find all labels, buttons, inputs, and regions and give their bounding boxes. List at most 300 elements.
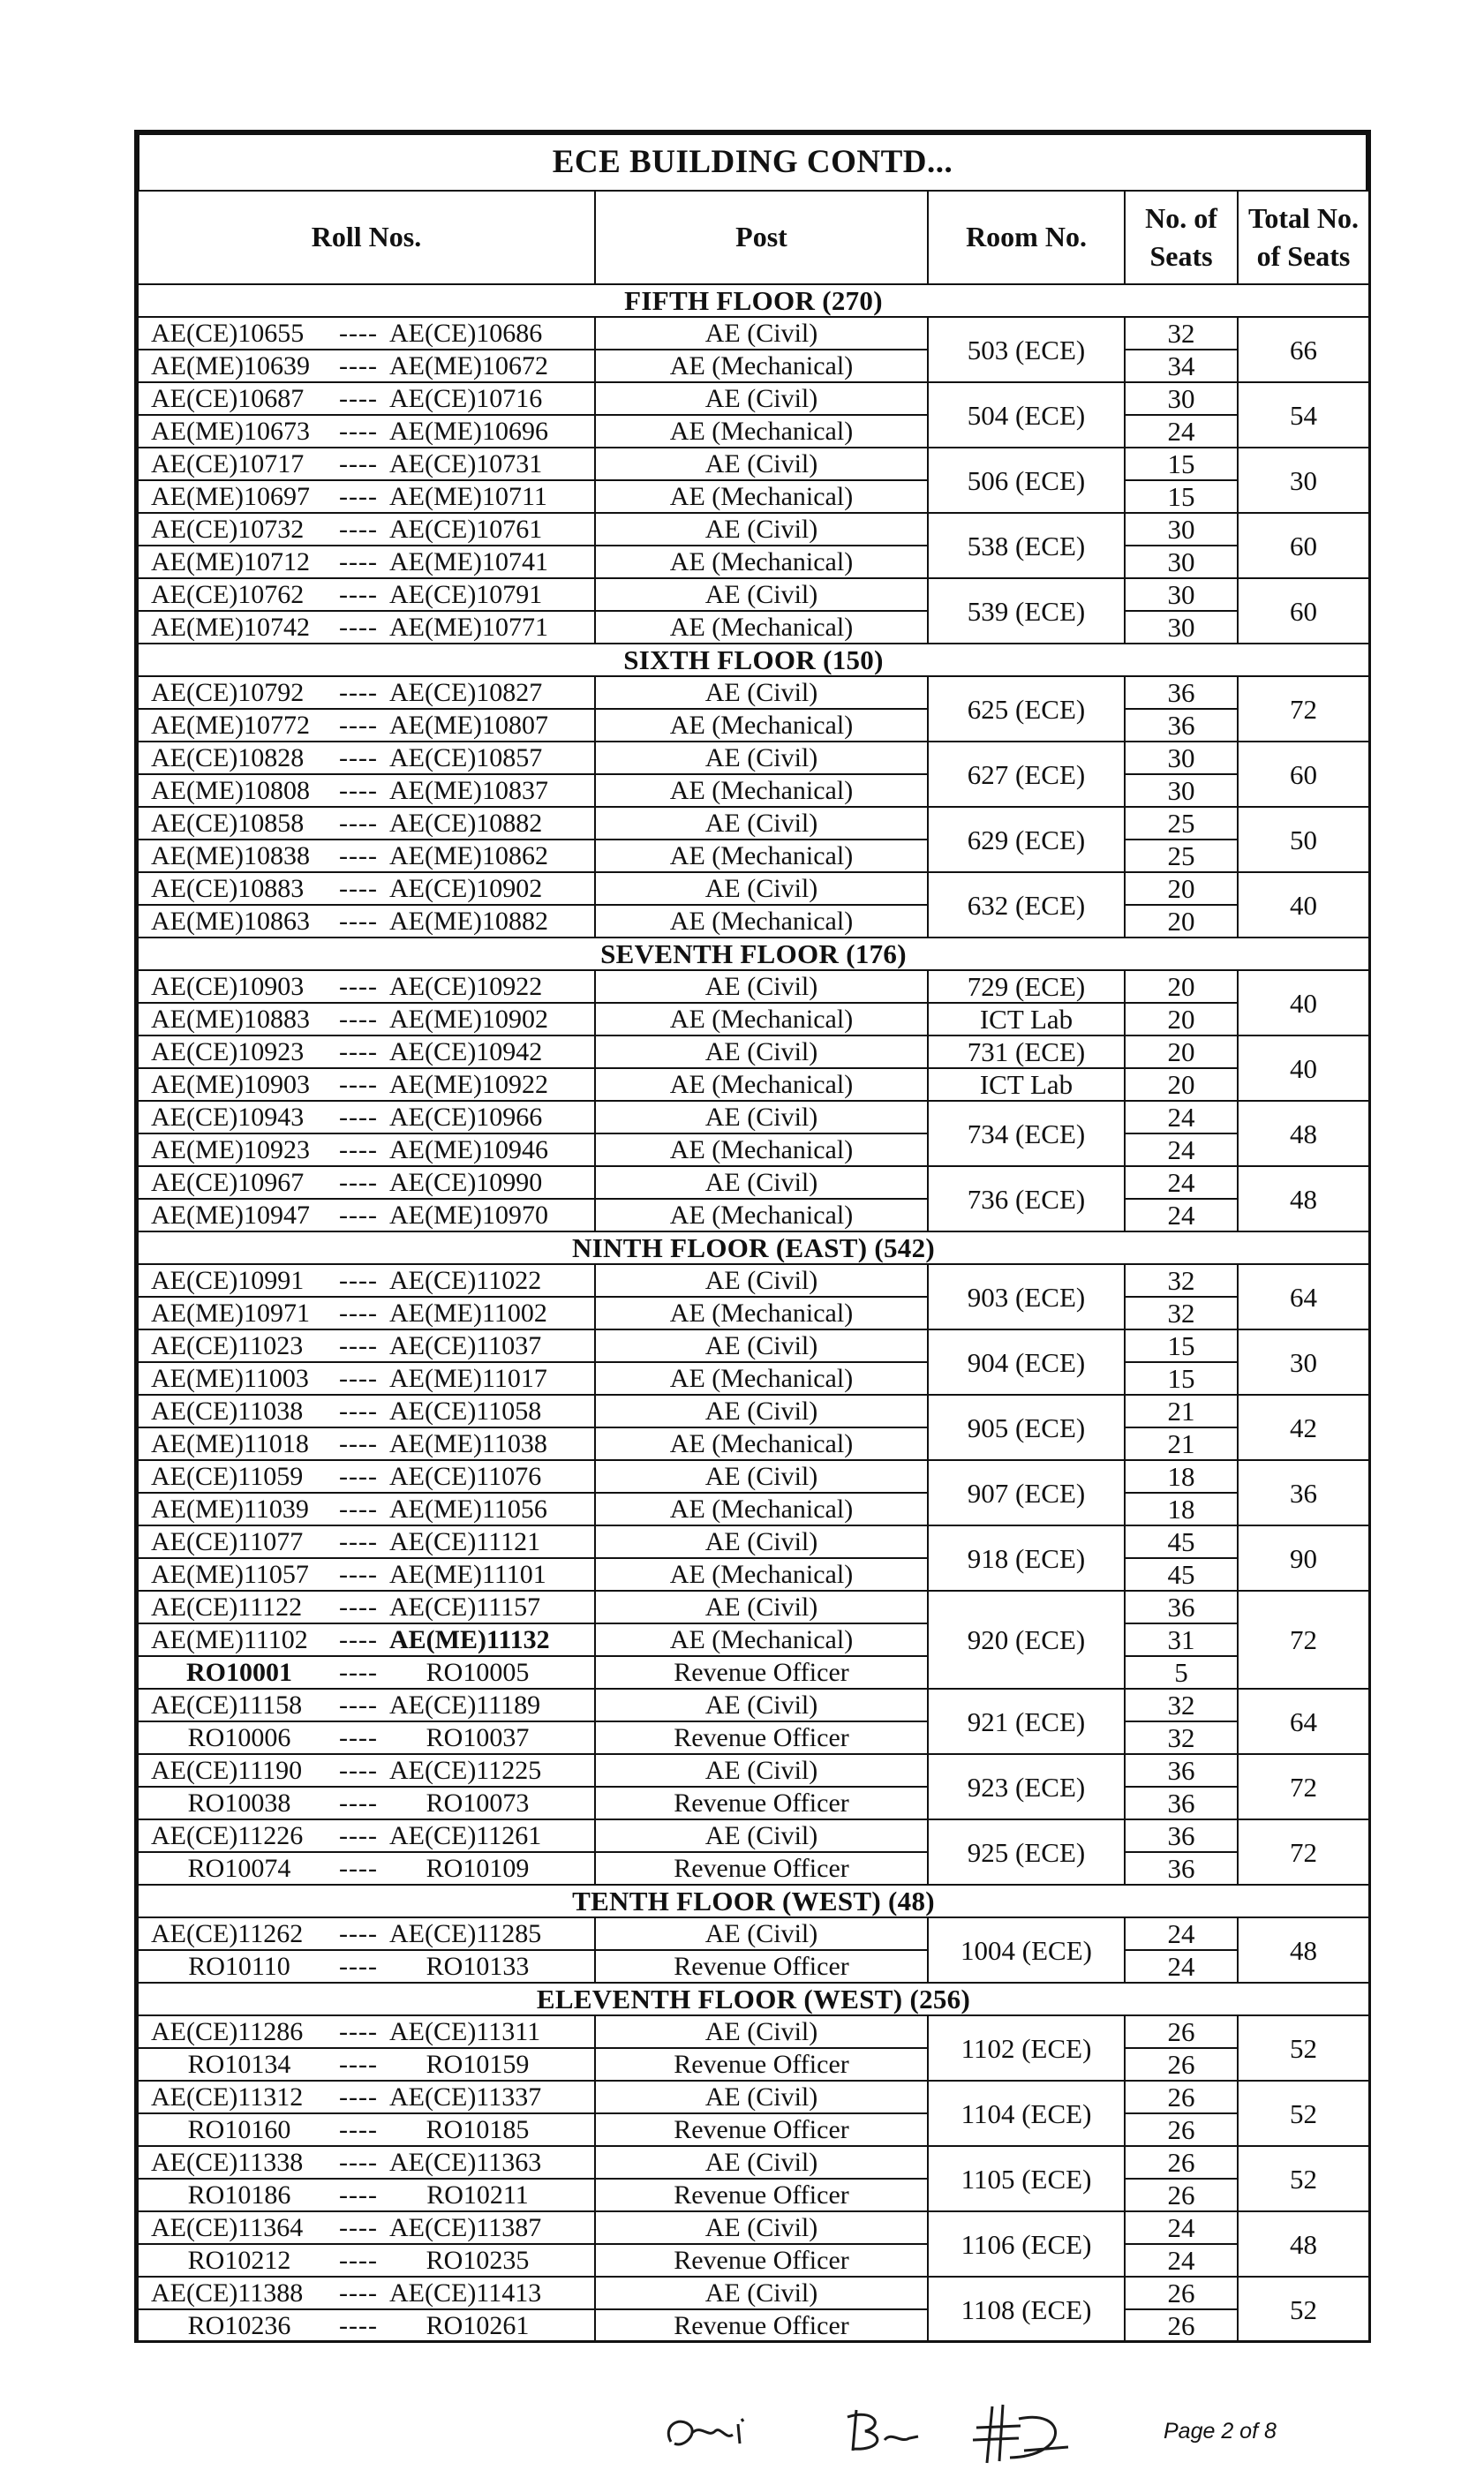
roll-range xyxy=(138,1656,595,1689)
roll-from: AE(ME)10808 xyxy=(151,776,310,805)
table-row xyxy=(138,2113,1369,2146)
roll-to: AE(ME)10946 xyxy=(389,1135,548,1164)
range-dash: ---- xyxy=(339,417,378,446)
room-cell: 1108 (ECE) xyxy=(928,2277,1125,2342)
range-dash: ---- xyxy=(339,2148,378,2177)
roll-to: AE(CE)10902 xyxy=(389,874,543,903)
roll-from: AE(ME)10923 xyxy=(151,1135,310,1164)
roll-range xyxy=(138,1493,595,1525)
roll-from: AE(ME)10712 xyxy=(151,547,310,576)
total-seats-cell: 90 xyxy=(1238,1525,1369,1591)
roll-from: AE(CE)10655 xyxy=(151,319,305,348)
roll-from: AE(CE)11059 xyxy=(151,1462,304,1491)
roll-range xyxy=(138,1591,595,1623)
post-cell: AE (Civil) xyxy=(595,676,928,709)
seats-cell: 15 xyxy=(1125,448,1238,480)
post-cell: AE (Civil) xyxy=(595,1525,928,1558)
table-row xyxy=(138,1395,1369,1427)
floor-heading: FIFTH FLOOR (270) xyxy=(138,284,1369,317)
roll-range xyxy=(138,1199,595,1231)
roll-to: AE(CE)11387 xyxy=(389,2213,542,2242)
roll-to: AE(ME)11101 xyxy=(389,1560,546,1589)
roll-from: AE(CE)10903 xyxy=(151,972,305,1001)
roll-range xyxy=(138,1068,595,1101)
seats-cell: 26 xyxy=(1125,2309,1238,2342)
roll-range xyxy=(138,1264,595,1297)
range-dash: ---- xyxy=(339,2311,378,2340)
roll-range xyxy=(138,905,595,938)
roll-from: AE(CE)10717 xyxy=(151,449,305,478)
total-seats-cell: 52 xyxy=(1238,2146,1369,2211)
header-roll-nos: Roll Nos. xyxy=(138,191,595,284)
post-cell: AE (Mechanical) xyxy=(595,480,928,513)
table-row xyxy=(138,415,1369,448)
seats-cell: 20 xyxy=(1125,970,1238,1003)
roll-to: AE(CE)10857 xyxy=(389,743,543,772)
range-dash: ---- xyxy=(339,1756,378,1785)
roll-to: AE(ME)10882 xyxy=(389,907,548,936)
room-cell: 905 (ECE) xyxy=(928,1395,1125,1460)
total-seats-cell: 48 xyxy=(1238,1166,1369,1231)
post-cell: AE (Mechanical) xyxy=(595,1558,928,1591)
roll-from: AE(CE)11262 xyxy=(151,1919,304,1948)
range-dash: ---- xyxy=(339,1103,378,1132)
roll-range xyxy=(138,1721,595,1754)
roll-to: AE(ME)11017 xyxy=(389,1364,547,1393)
roll-to: RO10185 xyxy=(426,2115,530,2144)
table-row xyxy=(138,1917,1369,1950)
range-dash: ---- xyxy=(339,1952,378,1981)
roll-range xyxy=(138,2113,595,2146)
seats-cell: 36 xyxy=(1125,1754,1238,1787)
roll-range xyxy=(138,1166,595,1199)
table-row xyxy=(138,1133,1369,1166)
roll-range xyxy=(138,1297,595,1329)
table-row xyxy=(138,382,1369,415)
total-seats-cell: 60 xyxy=(1238,513,1369,578)
roll-from: AE(CE)11122 xyxy=(151,1593,303,1622)
roll-to: AE(ME)10837 xyxy=(389,776,548,805)
room-cell: 1106 (ECE) xyxy=(928,2211,1125,2277)
table-row xyxy=(138,1787,1369,1819)
seats-cell: 32 xyxy=(1125,317,1238,350)
roll-from: AE(CE)10923 xyxy=(151,1037,305,1066)
post-cell: AE (Civil) xyxy=(595,742,928,774)
table-row xyxy=(138,1166,1369,1199)
roll-range xyxy=(138,546,595,578)
roll-from: RO10038 xyxy=(187,1788,291,1818)
room-cell: 903 (ECE) xyxy=(928,1264,1125,1329)
roll-range xyxy=(138,840,595,872)
range-dash: ---- xyxy=(339,319,378,348)
page-number: Page 2 of 8 xyxy=(1164,2419,1277,2444)
seating-plan-sheet xyxy=(137,132,1368,2343)
seats-cell: 21 xyxy=(1125,1395,1238,1427)
roll-from: RO10110 xyxy=(188,1952,290,1981)
roll-from: AE(CE)11038 xyxy=(151,1397,304,1426)
table-row xyxy=(138,2179,1369,2211)
roll-to: AE(ME)10741 xyxy=(389,547,548,576)
range-dash: ---- xyxy=(339,1266,378,1295)
roll-to: AE(ME)10922 xyxy=(389,1070,548,1099)
range-dash: ---- xyxy=(339,1625,378,1654)
post-cell: AE (Civil) xyxy=(595,872,928,905)
total-seats-cell: 30 xyxy=(1238,448,1369,513)
range-dash: ---- xyxy=(339,1723,378,1752)
signature-3 xyxy=(973,2405,1068,2463)
seats-cell: 15 xyxy=(1125,1329,1238,1362)
range-dash: ---- xyxy=(339,809,378,838)
seats-cell: 30 xyxy=(1125,742,1238,774)
roll-range xyxy=(138,1623,595,1656)
post-cell: AE (Civil) xyxy=(595,1460,928,1493)
floor-heading: NINTH FLOOR (EAST) (542) xyxy=(138,1231,1369,1264)
roll-from: AE(ME)11102 xyxy=(151,1625,308,1654)
seats-cell: 31 xyxy=(1125,1623,1238,1656)
roll-to: RO10109 xyxy=(426,1854,530,1883)
table-row xyxy=(138,1721,1369,1754)
roll-range xyxy=(138,1525,595,1558)
range-dash: ---- xyxy=(339,1527,378,1556)
range-dash: ---- xyxy=(339,1331,378,1360)
table-header xyxy=(138,191,1369,284)
seats-cell: 32 xyxy=(1125,1297,1238,1329)
seats-cell: 20 xyxy=(1125,1035,1238,1068)
table-row xyxy=(138,1754,1369,1787)
post-cell: AE (Mechanical) xyxy=(595,1199,928,1231)
range-dash: ---- xyxy=(339,351,378,380)
table-row xyxy=(138,1362,1369,1395)
seats-cell: 36 xyxy=(1125,1852,1238,1885)
floor-heading: TENTH FLOOR (WEST) (48) xyxy=(138,1885,1369,1917)
post-cell: AE (Civil) xyxy=(595,2081,928,2113)
range-dash: ---- xyxy=(339,1037,378,1066)
roll-to: RO10211 xyxy=(426,2180,529,2210)
post-cell: AE (Mechanical) xyxy=(595,840,928,872)
range-dash: ---- xyxy=(339,1168,378,1197)
roll-range xyxy=(138,1950,595,1983)
roll-range xyxy=(138,1689,595,1721)
roll-range xyxy=(138,2081,595,2113)
range-dash: ---- xyxy=(339,613,378,642)
roll-from: AE(CE)10687 xyxy=(151,384,305,413)
roll-to: RO10005 xyxy=(426,1658,530,1687)
total-seats-cell: 64 xyxy=(1238,1689,1369,1754)
roll-to: AE(CE)11037 xyxy=(389,1331,542,1360)
roll-range xyxy=(138,480,595,513)
table-row xyxy=(138,350,1369,382)
range-dash: ---- xyxy=(339,678,378,707)
roll-to: RO10037 xyxy=(426,1723,530,1752)
table-row xyxy=(138,448,1369,480)
post-cell: Revenue Officer xyxy=(595,2113,928,2146)
table-row xyxy=(138,970,1369,1003)
post-cell: Revenue Officer xyxy=(595,1950,928,1983)
roll-from: RO10001 xyxy=(186,1658,292,1687)
table-row xyxy=(138,1003,1369,1035)
floor-heading: ELEVENTH FLOOR (WEST) (256) xyxy=(138,1983,1369,2015)
range-dash: ---- xyxy=(339,1593,378,1622)
roll-to: AE(ME)11056 xyxy=(389,1495,547,1524)
roll-range xyxy=(138,1362,595,1395)
roll-from: AE(CE)10943 xyxy=(151,1103,305,1132)
post-cell: AE (Mechanical) xyxy=(595,1493,928,1525)
post-cell: AE (Civil) xyxy=(595,1395,928,1427)
table-body xyxy=(138,284,1369,2342)
seats-cell: 32 xyxy=(1125,1689,1238,1721)
table-row xyxy=(138,2015,1369,2048)
post-cell: Revenue Officer xyxy=(595,2179,928,2211)
roll-range xyxy=(138,350,595,382)
roll-range xyxy=(138,742,595,774)
header-no-of-seats: No. of Seats xyxy=(1125,191,1238,284)
seats-cell: 25 xyxy=(1125,840,1238,872)
roll-range xyxy=(138,1917,595,1950)
roll-to: AE(CE)10990 xyxy=(389,1168,543,1197)
seating-table xyxy=(137,190,1370,2343)
roll-from: AE(ME)10639 xyxy=(151,351,310,380)
table-row xyxy=(138,1819,1369,1852)
room-cell: 1104 (ECE) xyxy=(928,2081,1125,2146)
roll-from: AE(CE)10991 xyxy=(151,1266,305,1295)
total-seats-cell: 42 xyxy=(1238,1395,1369,1460)
post-cell: AE (Mechanical) xyxy=(595,1362,928,1395)
table-row xyxy=(138,2244,1369,2277)
roll-from: RO10212 xyxy=(187,2246,291,2275)
roll-to: RO10235 xyxy=(426,2246,530,2275)
range-dash: ---- xyxy=(339,1005,378,1034)
floor-row xyxy=(138,1983,1369,2015)
total-seats-cell: 52 xyxy=(1238,2081,1369,2146)
seats-cell: 15 xyxy=(1125,480,1238,513)
range-dash: ---- xyxy=(339,1658,378,1687)
roll-from: AE(CE)10967 xyxy=(151,1168,305,1197)
seats-cell: 45 xyxy=(1125,1525,1238,1558)
roll-range xyxy=(138,611,595,644)
roll-to: RO10073 xyxy=(426,1788,530,1818)
signatures xyxy=(653,2399,1130,2466)
roll-range xyxy=(138,2244,595,2277)
floor-heading: SEVENTH FLOOR (176) xyxy=(138,938,1369,970)
room-cell: 920 (ECE) xyxy=(928,1591,1125,1689)
table-row xyxy=(138,1950,1369,1983)
range-dash: ---- xyxy=(339,907,378,936)
post-cell: AE (Mechanical) xyxy=(595,1623,928,1656)
range-dash: ---- xyxy=(339,1691,378,1720)
range-dash: ---- xyxy=(339,1299,378,1328)
post-cell: AE (Civil) xyxy=(595,513,928,546)
roll-range xyxy=(138,970,595,1003)
floor-row xyxy=(138,644,1369,676)
document-title: ECE BUILDING CONTD... xyxy=(137,132,1368,190)
roll-to: AE(ME)10862 xyxy=(389,841,548,870)
total-seats-cell: 72 xyxy=(1238,676,1369,742)
range-dash: ---- xyxy=(339,2213,378,2242)
roll-to: AE(CE)10686 xyxy=(389,319,543,348)
roll-to: AE(ME)11038 xyxy=(389,1429,547,1458)
roll-to: AE(CE)10942 xyxy=(389,1037,543,1066)
room-cell: 503 (ECE) xyxy=(928,317,1125,382)
roll-from: AE(CE)11226 xyxy=(151,1821,304,1850)
range-dash: ---- xyxy=(339,2246,378,2275)
header-post: Post xyxy=(595,191,928,284)
post-cell: AE (Mechanical) xyxy=(595,350,928,382)
table-row xyxy=(138,807,1369,840)
seats-cell: 24 xyxy=(1125,1199,1238,1231)
total-seats-cell: 52 xyxy=(1238,2277,1369,2342)
table-row xyxy=(138,2211,1369,2244)
roll-range xyxy=(138,1754,595,1787)
range-dash: ---- xyxy=(339,841,378,870)
range-dash: ---- xyxy=(339,2017,378,2046)
seats-cell: 20 xyxy=(1125,905,1238,938)
roll-to: AE(CE)10716 xyxy=(389,384,543,413)
roll-from: AE(ME)10742 xyxy=(151,613,310,642)
range-dash: ---- xyxy=(339,1560,378,1589)
roll-to: AE(CE)11225 xyxy=(389,1756,542,1785)
room-cell: 921 (ECE) xyxy=(928,1689,1125,1754)
roll-from: AE(ME)10697 xyxy=(151,482,310,511)
range-dash: ---- xyxy=(339,580,378,609)
floor-row xyxy=(138,938,1369,970)
table-row xyxy=(138,1101,1369,1133)
table-row xyxy=(138,1525,1369,1558)
roll-from: AE(CE)10883 xyxy=(151,874,305,903)
roll-range xyxy=(138,1819,595,1852)
room-cell: 1102 (ECE) xyxy=(928,2015,1125,2081)
range-dash: ---- xyxy=(339,449,378,478)
roll-to: AE(CE)10922 xyxy=(389,972,543,1001)
roll-from: AE(ME)10883 xyxy=(151,1005,310,1034)
roll-from: AE(ME)10863 xyxy=(151,907,310,936)
table-row xyxy=(138,2277,1369,2309)
roll-to: AE(ME)10696 xyxy=(389,417,548,446)
roll-range xyxy=(138,448,595,480)
total-seats-cell: 48 xyxy=(1238,1917,1369,1983)
total-seats-cell: 36 xyxy=(1238,1460,1369,1525)
table-row xyxy=(138,742,1369,774)
roll-range xyxy=(138,415,595,448)
table-row xyxy=(138,872,1369,905)
roll-from: AE(CE)11023 xyxy=(151,1331,304,1360)
total-seats-cell: 40 xyxy=(1238,970,1369,1035)
post-cell: AE (Civil) xyxy=(595,317,928,350)
seats-cell: 20 xyxy=(1125,1068,1238,1101)
table-row xyxy=(138,317,1369,350)
post-cell: AE (Civil) xyxy=(595,1819,928,1852)
post-cell: AE (Civil) xyxy=(595,1329,928,1362)
seats-cell: 36 xyxy=(1125,709,1238,742)
room-cell: 504 (ECE) xyxy=(928,382,1125,448)
seats-cell: 25 xyxy=(1125,807,1238,840)
seats-cell: 26 xyxy=(1125,2179,1238,2211)
room-cell: 506 (ECE) xyxy=(928,448,1125,513)
post-cell: AE (Civil) xyxy=(595,1689,928,1721)
roll-from: AE(ME)11018 xyxy=(151,1429,309,1458)
seats-cell: 26 xyxy=(1125,2015,1238,2048)
table-row xyxy=(138,905,1369,938)
table-row xyxy=(138,546,1369,578)
range-dash: ---- xyxy=(339,547,378,576)
seats-cell: 24 xyxy=(1125,1133,1238,1166)
seats-cell: 26 xyxy=(1125,2048,1238,2081)
table-row xyxy=(138,774,1369,807)
roll-from: AE(CE)10828 xyxy=(151,743,305,772)
room-cell: 736 (ECE) xyxy=(928,1166,1125,1231)
roll-range xyxy=(138,1329,595,1362)
table-row xyxy=(138,2081,1369,2113)
roll-from: AE(ME)10772 xyxy=(151,711,310,740)
range-dash: ---- xyxy=(339,1429,378,1458)
table-row xyxy=(138,1558,1369,1591)
roll-range xyxy=(138,317,595,350)
post-cell: Revenue Officer xyxy=(595,2309,928,2342)
seats-cell: 24 xyxy=(1125,1917,1238,1950)
roll-range xyxy=(138,578,595,611)
range-dash: ---- xyxy=(339,1919,378,1948)
roll-to: AE(CE)11022 xyxy=(389,1266,542,1295)
post-cell: AE (Mechanical) xyxy=(595,1427,928,1460)
table-row xyxy=(138,1297,1369,1329)
room-cell: 625 (ECE) xyxy=(928,676,1125,742)
range-dash: ---- xyxy=(339,1201,378,1230)
room-cell: 729 (ECE) xyxy=(928,970,1125,1003)
roll-from: AE(ME)10903 xyxy=(151,1070,310,1099)
range-dash: ---- xyxy=(339,1788,378,1818)
roll-range xyxy=(138,382,595,415)
roll-from: AE(ME)10838 xyxy=(151,841,310,870)
roll-range xyxy=(138,1427,595,1460)
total-seats-cell: 48 xyxy=(1238,2211,1369,2277)
roll-from: AE(CE)11312 xyxy=(151,2082,304,2112)
room-cell: 632 (ECE) xyxy=(928,872,1125,938)
post-cell: AE (Civil) xyxy=(595,2277,928,2309)
table-row xyxy=(138,1427,1369,1460)
seats-cell: 36 xyxy=(1125,676,1238,709)
seats-cell: 32 xyxy=(1125,1264,1238,1297)
post-cell: Revenue Officer xyxy=(595,1721,928,1754)
room-cell: ICT Lab xyxy=(928,1068,1125,1101)
roll-to: RO10159 xyxy=(426,2050,530,2079)
table-row xyxy=(138,1852,1369,1885)
roll-to: AE(CE)11189 xyxy=(389,1691,541,1720)
post-cell: AE (Civil) xyxy=(595,2015,928,2048)
seats-cell: 24 xyxy=(1125,1101,1238,1133)
post-cell: Revenue Officer xyxy=(595,1852,928,1885)
roll-range xyxy=(138,2211,595,2244)
roll-range xyxy=(138,2015,595,2048)
table-row xyxy=(138,1493,1369,1525)
post-cell: AE (Civil) xyxy=(595,2146,928,2179)
roll-from: AE(ME)10673 xyxy=(151,417,310,446)
range-dash: ---- xyxy=(339,1462,378,1491)
table-row xyxy=(138,513,1369,546)
table-row xyxy=(138,2146,1369,2179)
roll-from: AE(CE)11077 xyxy=(151,1527,304,1556)
roll-to: AE(CE)11261 xyxy=(389,1821,542,1850)
roll-from: AE(ME)11039 xyxy=(151,1495,309,1524)
roll-to: AE(CE)11413 xyxy=(389,2278,542,2308)
roll-range xyxy=(138,2146,595,2179)
roll-to: AE(CE)10882 xyxy=(389,809,543,838)
post-cell: Revenue Officer xyxy=(595,2048,928,2081)
table-row xyxy=(138,1199,1369,1231)
roll-range xyxy=(138,676,595,709)
range-dash: ---- xyxy=(339,1821,378,1850)
roll-from: AE(CE)11338 xyxy=(151,2148,304,2177)
roll-to: AE(CE)11311 xyxy=(389,2017,541,2046)
roll-from: AE(CE)10858 xyxy=(151,809,305,838)
